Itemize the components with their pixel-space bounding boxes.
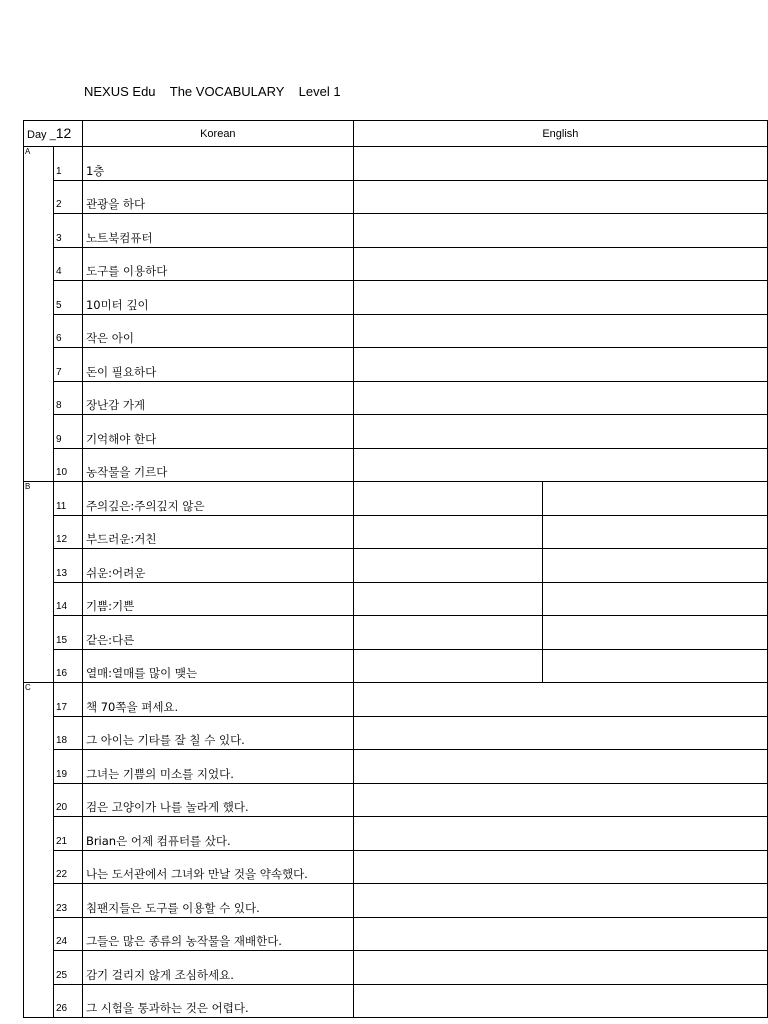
table-row — [24, 415, 768, 449]
item-number: 4 — [53, 247, 82, 281]
korean-text: 감기 걸리지 않게 조심하세요. — [82, 951, 353, 985]
table-row — [24, 783, 768, 817]
english-answer-cell-1[interactable] — [353, 482, 542, 516]
day-number: 12 — [55, 124, 72, 141]
item-number: 1 — [53, 147, 82, 181]
table-row — [24, 984, 768, 1018]
item-number: 9 — [53, 415, 82, 449]
item-number: 26 — [53, 984, 82, 1018]
english-answer-cell[interactable] — [353, 850, 767, 884]
english-answer-cell[interactable] — [353, 750, 767, 784]
item-number: 18 — [53, 716, 82, 750]
english-answer-cell[interactable] — [353, 951, 767, 985]
english-answer-cell-1[interactable] — [353, 582, 542, 616]
table-row — [24, 549, 768, 583]
table-body — [24, 147, 768, 1018]
korean-text: 1층 — [82, 147, 353, 181]
korean-text: 기억해야 한다 — [82, 415, 353, 449]
item-number: 15 — [53, 616, 82, 650]
english-answer-cell[interactable] — [353, 381, 767, 415]
vocabulary-table — [23, 120, 768, 1018]
korean-text: 그 시험을 통과하는 것은 어렵다. — [82, 984, 353, 1018]
korean-text: 10미터 깊이 — [82, 281, 353, 315]
english-answer-cell[interactable] — [353, 180, 767, 214]
korean-text: 장난감 가게 — [82, 381, 353, 415]
korean-text: 나는 도서관에서 그녀와 만날 것을 약속했다. — [82, 850, 353, 884]
item-number: 6 — [53, 314, 82, 348]
english-answer-cell[interactable] — [353, 884, 767, 918]
english-answer-cell[interactable] — [353, 683, 767, 717]
item-number: 21 — [53, 817, 82, 851]
item-number: 8 — [53, 381, 82, 415]
item-number: 16 — [53, 649, 82, 683]
english-answer-cell-1[interactable] — [353, 616, 542, 650]
korean-text: 그 아이는 기타를 잘 칠 수 있다. — [82, 716, 353, 750]
item-number: 12 — [53, 515, 82, 549]
item-number: 20 — [53, 783, 82, 817]
table-row — [24, 482, 768, 516]
table-row — [24, 515, 768, 549]
english-answer-cell[interactable] — [353, 415, 767, 449]
korean-text: 주의깊은:주의깊지 않은 — [82, 482, 353, 516]
table-row — [24, 750, 768, 784]
english-answer-cell[interactable] — [353, 247, 767, 281]
table-header-row — [24, 121, 768, 147]
item-number: 24 — [53, 917, 82, 951]
korean-text: 그녀는 기쁨의 미소를 지었다. — [82, 750, 353, 784]
table-row — [24, 348, 768, 382]
book-name: The VOCABULARY — [169, 84, 285, 99]
item-number: 17 — [53, 683, 82, 717]
english-answer-cell-1[interactable] — [353, 515, 542, 549]
english-answer-cell-2[interactable] — [542, 482, 767, 516]
korean-text: 같은:다른 — [82, 616, 353, 650]
table-row — [24, 314, 768, 348]
english-answer-cell-2[interactable] — [542, 515, 767, 549]
section-label: B — [24, 482, 54, 683]
korean-text: 돈이 필요하다 — [82, 348, 353, 382]
item-number: 11 — [53, 482, 82, 516]
english-answer-cell-2[interactable] — [542, 549, 767, 583]
table-row — [24, 281, 768, 315]
table-row — [24, 247, 768, 281]
korean-text: 농작물을 기르다 — [82, 448, 353, 482]
item-number: 19 — [53, 750, 82, 784]
english-answer-cell[interactable] — [353, 214, 767, 248]
english-answer-cell[interactable] — [353, 281, 767, 315]
table-row — [24, 817, 768, 851]
korean-text: 침팬지들은 도구를 이용할 수 있다. — [82, 884, 353, 918]
table-row — [24, 214, 768, 248]
english-answer-cell[interactable] — [353, 817, 767, 851]
table-row — [24, 147, 768, 181]
table-row — [24, 850, 768, 884]
item-number: 22 — [53, 850, 82, 884]
korean-text: 기쁨:기쁜 — [82, 582, 353, 616]
table-row — [24, 180, 768, 214]
english-answer-cell-2[interactable] — [542, 649, 767, 683]
level-label: Level 1 — [298, 84, 341, 99]
item-number: 13 — [53, 549, 82, 583]
english-answer-cell-1[interactable] — [353, 649, 542, 683]
item-number: 7 — [53, 348, 82, 382]
item-number: 5 — [53, 281, 82, 315]
korean-text: 부드러운:거친 — [82, 515, 353, 549]
english-answer-cell[interactable] — [353, 917, 767, 951]
korean-text: 쉬운:어려운 — [82, 549, 353, 583]
english-answer-cell[interactable] — [353, 348, 767, 382]
english-answer-cell-1[interactable] — [353, 549, 542, 583]
table-row — [24, 616, 768, 650]
english-answer-cell[interactable] — [353, 147, 767, 181]
korean-text: 도구를 이용하다 — [82, 247, 353, 281]
korean-text: 작은 아이 — [82, 314, 353, 348]
english-answer-cell[interactable] — [353, 448, 767, 482]
table-row — [24, 716, 768, 750]
table-row — [24, 917, 768, 951]
korean-text: 노트북컴퓨터 — [82, 214, 353, 248]
publisher-name: NEXUS Edu — [84, 84, 156, 99]
english-answer-cell[interactable] — [353, 783, 767, 817]
korean-text: 열매:열매를 많이 맺는 — [82, 649, 353, 683]
table-row — [24, 582, 768, 616]
item-number: 2 — [53, 180, 82, 214]
korean-text: 검은 고양이가 나를 놀라게 했다. — [82, 783, 353, 817]
korean-text: 관광을 하다 — [82, 180, 353, 214]
korean-text: 그들은 많은 종류의 농작물을 재배한다. — [82, 917, 353, 951]
item-number: 14 — [53, 582, 82, 616]
english-answer-cell-2[interactable] — [542, 616, 767, 650]
table-row — [24, 448, 768, 482]
section-label: C — [24, 683, 54, 1018]
korean-text: Brian은 어제 컴퓨터를 샀다. — [82, 817, 353, 851]
korean-column-header: Korean — [82, 121, 353, 147]
table-row — [24, 683, 768, 717]
table-row — [24, 381, 768, 415]
english-answer-cell[interactable] — [353, 984, 767, 1018]
item-number: 10 — [53, 448, 82, 482]
english-answer-cell-2[interactable] — [542, 582, 767, 616]
korean-text: 책 70쪽을 펴세요. — [82, 683, 353, 717]
english-column-header: English — [353, 121, 767, 147]
worksheet-title — [84, 84, 341, 99]
table-row — [24, 951, 768, 985]
item-number: 3 — [53, 214, 82, 248]
item-number: 23 — [53, 884, 82, 918]
english-answer-cell[interactable] — [353, 314, 767, 348]
day-header — [24, 121, 83, 147]
section-label: A — [24, 147, 54, 482]
item-number: 25 — [53, 951, 82, 985]
day-label: Day _ — [27, 128, 56, 141]
table-row — [24, 884, 768, 918]
table-row — [24, 649, 768, 683]
english-answer-cell[interactable] — [353, 716, 767, 750]
